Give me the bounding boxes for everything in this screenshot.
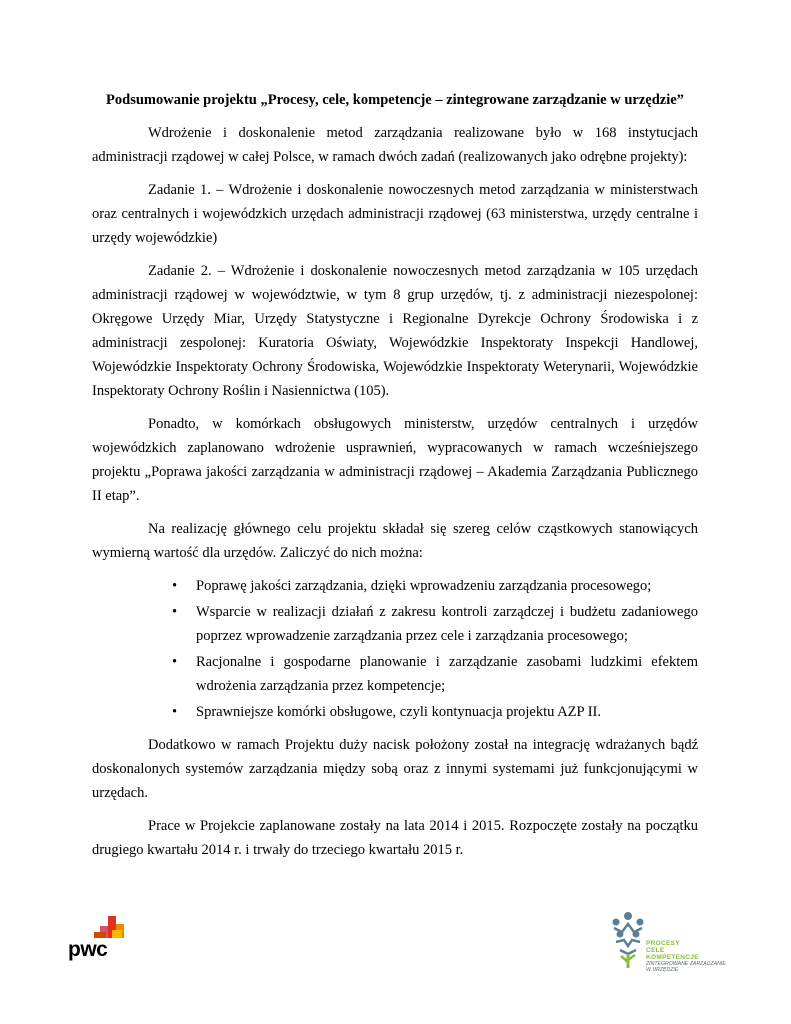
azp-line-w-urzedzie: W URZĘDZIE	[646, 967, 679, 973]
pwc-logo	[68, 916, 128, 962]
azp-line-kompetencje: KOMPETENCJE	[646, 954, 699, 961]
pwc-wordmark: pwc	[68, 938, 108, 961]
paragraph-timeline: Prace w Projekcie zaplanowane zostały na lata 2014 i 2015. Rozpoczęte zostały na początku drugiego kwartału 2014 r. i trwały do trzeciego kwartału 2015 r.	[92, 818, 698, 858]
goals-list	[92, 574, 698, 724]
azp-logo-text	[646, 940, 726, 973]
azp-line-zintegrowane: ZINTEGROWANE ZARZĄDZANIE	[646, 961, 726, 967]
azp-line-procesy: PROCESY	[646, 940, 680, 947]
list-item-text: Sprawniejsze komórki obsługowe, czyli kontynuacja projektu AZP II.	[196, 704, 601, 720]
bullet-icon: •	[172, 578, 178, 594]
list-item-text: Poprawę jakości zarządzania, dzięki wprowadzeniu zarządzania procesowego;	[196, 578, 652, 594]
list-item-text: Racjonalne i gospodarne planowanie i zarządzanie zasobami ludzkimi efektem wdrożenia zarządzania przez kompetencje;	[196, 654, 698, 694]
people-tree-icon	[608, 910, 648, 972]
paragraph-additional: Ponadto, w komórkach obsługowych ministerstw, urzędów centralnych i urzędów wojewódzkich zaplanowano wdrożenie usprawnień, wypracowanych w ramach wcześniejszego projektu „Poprawa jakości zarządzania w administracji rządowej – Akademia Zarządzania Publicznego II etap”.	[92, 416, 698, 504]
bullet-icon: •	[172, 604, 178, 620]
bullet-icon: •	[172, 704, 178, 720]
paragraph-intro: Wdrożenie i doskonalenie metod zarządzania realizowane było w 168 instytucjach administracji rządowej w całej Polsce, w ramach dwóch zadań (realizowanych jako odrębne projekty):	[92, 125, 698, 165]
list-item	[172, 650, 698, 698]
paragraph-task-2: Zadanie 2. – Wdrożenie i doskonalenie nowoczesnych metod zarządzania w 105 urzędach administracji rządowej w województwie, w tym 8 grup urzędów, tj. z administracji niezespolonej: Okręgowe Urzędy Miar, Urzędy Statystyczne i Regionalne Dyrekcje Ochrony Środowiska i z administracji zespolonej: Kuratoria Oświaty, Wojewódzkie Inspektoraty Inspekcji Handlowej, Wojewódzkie Inspektoraty Ochrony Środowiska, Wojewódzkie Inspektoraty Weterynarii, Wojewódzkie Inspektoraty Ochrony Roślin i Nasiennictwa (105).	[92, 263, 698, 399]
azp-logo	[608, 910, 738, 982]
pwc-blocks-icon	[90, 916, 124, 938]
bullet-icon: •	[172, 654, 178, 670]
list-item	[172, 574, 698, 598]
list-item	[172, 700, 698, 724]
document-title: Podsumowanie projektu „Procesy, cele, kompetencje – zintegrowane zarządzanie w urzędzie”	[106, 92, 684, 108]
list-item	[172, 600, 698, 648]
paragraph-integration: Dodatkowo w ramach Projektu duży nacisk położony został na integrację wdrażanych bądź doskonalonych systemów zarządzania między sobą oraz z innymi systemami już funkcjonującymi w urzędach.	[92, 737, 698, 801]
azp-line-cele: CELE	[646, 947, 665, 954]
document-page	[92, 88, 698, 871]
paragraph-task-1: Zadanie 1. – Wdrożenie i doskonalenie nowoczesnych metod zarządzania w ministerstwach oraz centralnych i wojewódzkich urzędach administracji rządowej (63 ministerstwa, urzędy centralne i urzędy wojewódzkie)	[92, 182, 698, 246]
paragraph-goals: Na realizację głównego celu projektu składał się szereg celów cząstkowych stanowiących wymierną wartość dla urzędów. Zaliczyć do nich można:	[92, 521, 698, 561]
list-item-text: Wsparcie w realizacji działań z zakresu kontroli zarządczej i budżetu zadaniowego poprzez wprowadzenie zarządzania przez cele i zarządzania procesowego;	[196, 604, 698, 644]
